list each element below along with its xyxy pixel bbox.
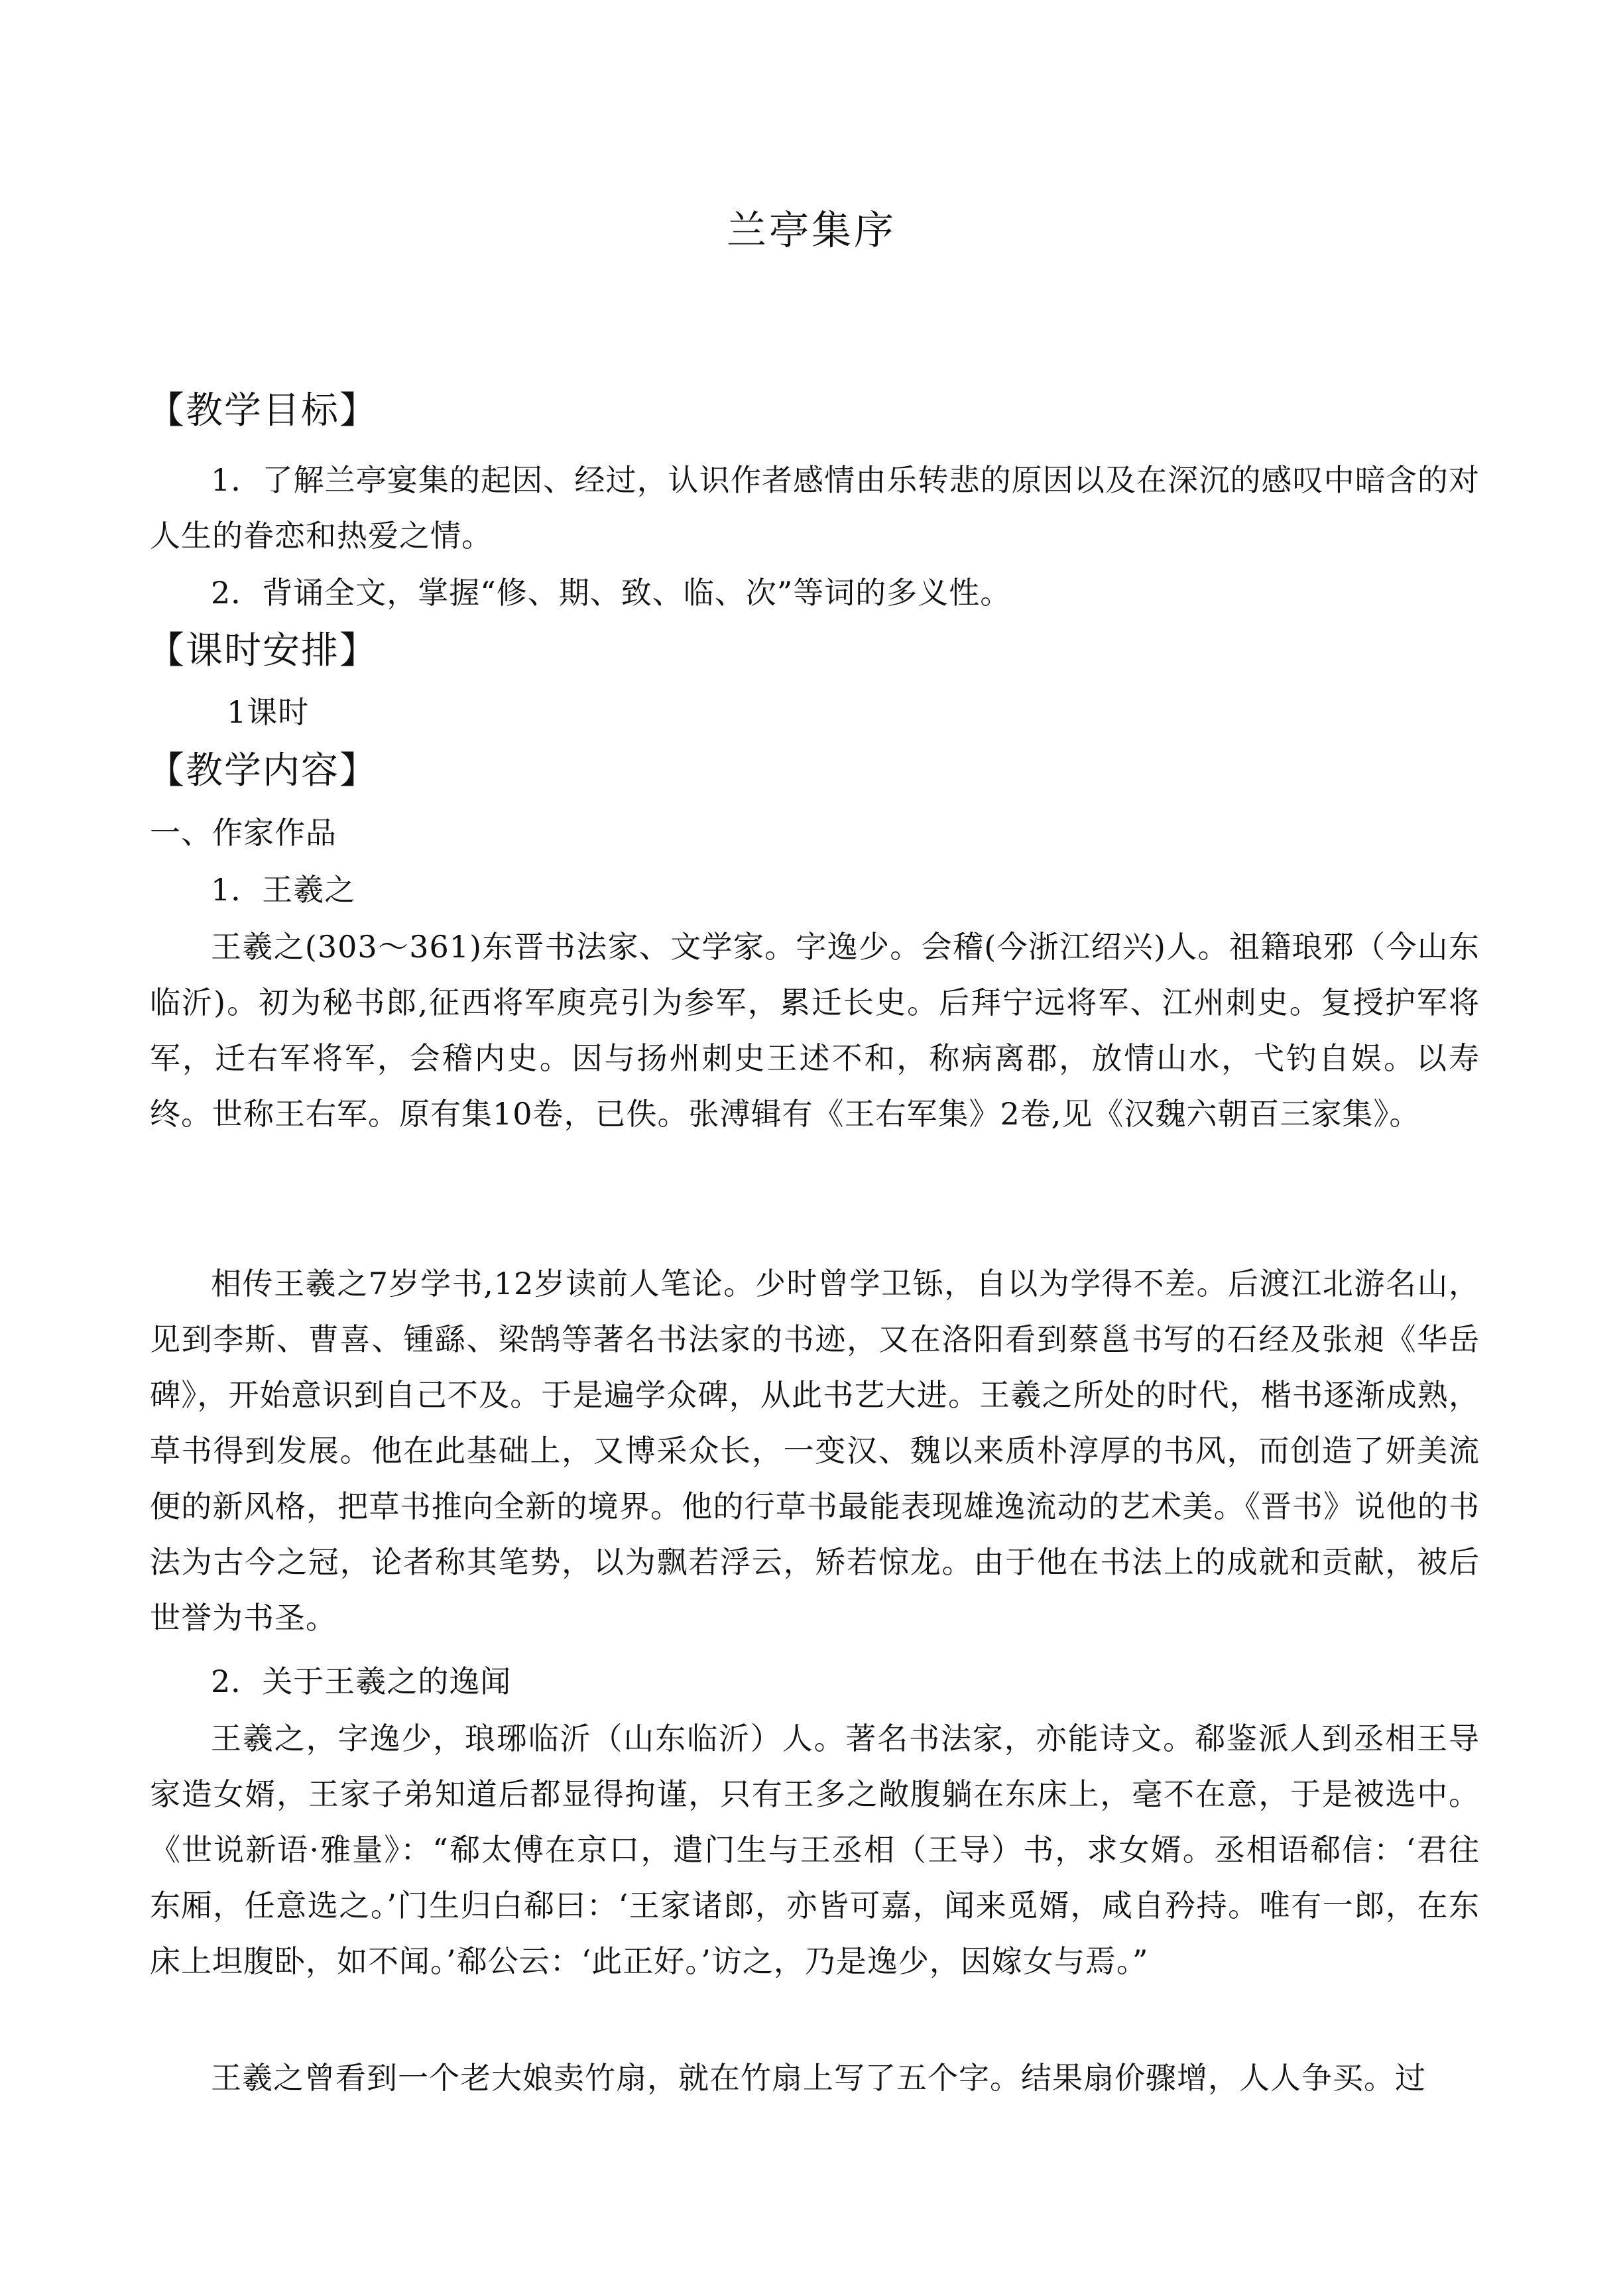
section-heading-authors: 一、作家作品 — [150, 815, 337, 851]
paragraph-calligraphy: 相传王羲之7岁学书,12岁读前人笔论。少时曾学卫铄，自以为学得不差。后渡江北游名山，见到李斯、曹喜、锺繇、梁鹄等著名书法家的书迹，又在洛阳看到蔡邕书写的石经及张昶《华岳碑》，开始意识到自己不及。于是遍学众碑，从此书艺大进。王羲之所处的时代，楷书逐渐成熟，草书得到发展。他在此基础上，又博采众长，一变汉、魏以来质朴淳厚的书风，而创造了妍美流便的新风格，把草书推向全新的境界。他的行草书最能表现雄逸流动的艺术美。《晋书》说他的书法为古今之冠，论者称其笔势，以为飘若浮云，矫若惊龙。由于他在书法上的成就和贡献，被后世誉为书圣。 — [150, 1266, 1480, 1636]
paragraph-anecdote-fan: 王羲之曾看到一个老大娘卖竹扇，就在竹扇上写了五个字。结果扇价骤增，人人争买。过 — [211, 2060, 1426, 2096]
objectives-heading: 【教学目标】 — [147, 389, 378, 432]
schedule-text: 1课时 — [227, 694, 310, 730]
document-title: 兰亭集序 — [727, 208, 896, 254]
subheading-anecdotes: 2．关于王羲之的逸闻 — [211, 1663, 512, 1699]
objective-item-2: 2．背诵全文，掌握“修、期、致、临、次”等词的多义性。 — [211, 575, 1012, 611]
objective-item-1: 1．了解兰亭宴集的起因、经过，认识作者感情由乐转悲的原因以及在深沉的感叹中暗含的对人生的眷恋和热爱之情。 — [150, 462, 1480, 554]
subheading-wang-xizhi: 1．王羲之 — [211, 872, 356, 908]
paragraph-anecdote-son-in-law: 王羲之，字逸少，琅琊临沂（山东临沂）人。著名书法家，亦能诗文。郗鉴派人到丞相王导家造女婿，王家子弟知道后都显得拘谨，只有王多之敞腹躺在东床上，毫不在意，于是被选中。《世说新语·雅量》：“郗太傅在京口，遣门生与王丞相（王导）书，求女婿。丞相语郗信：‘君往东厢，任意选之。’门生归白郗曰：‘王家诸郎，亦皆可嘉，闻来觅婿，咸自矜持。唯有一郎，在东床上坦腹卧，如不闻。’郗公云：‘此正好。’访之，乃是逸少，因嫁女与焉。” — [150, 1721, 1480, 1979]
schedule-heading: 【课时安排】 — [147, 629, 378, 672]
content-heading: 【教学内容】 — [147, 749, 378, 792]
paragraph-biography: 王羲之(303～361)东晋书法家、文学家。字逸少。会稽(今浙江绍兴)人。祖籍琅邪（今山东临沂)。初为秘书郎,征西将军庾亮引为参军，累迁长史。后拜宁远将军、江州刺史。复授护军将军，迁右军将军，会稽内史。因与扬州刺史王述不和，称病离郡，放情山水，弋钓自娱。以寿终。世称王右军。原有集10卷，已佚。张溥辑有《王右军集》2卷,见《汉魏六朝百三家集》。 — [150, 929, 1480, 1132]
